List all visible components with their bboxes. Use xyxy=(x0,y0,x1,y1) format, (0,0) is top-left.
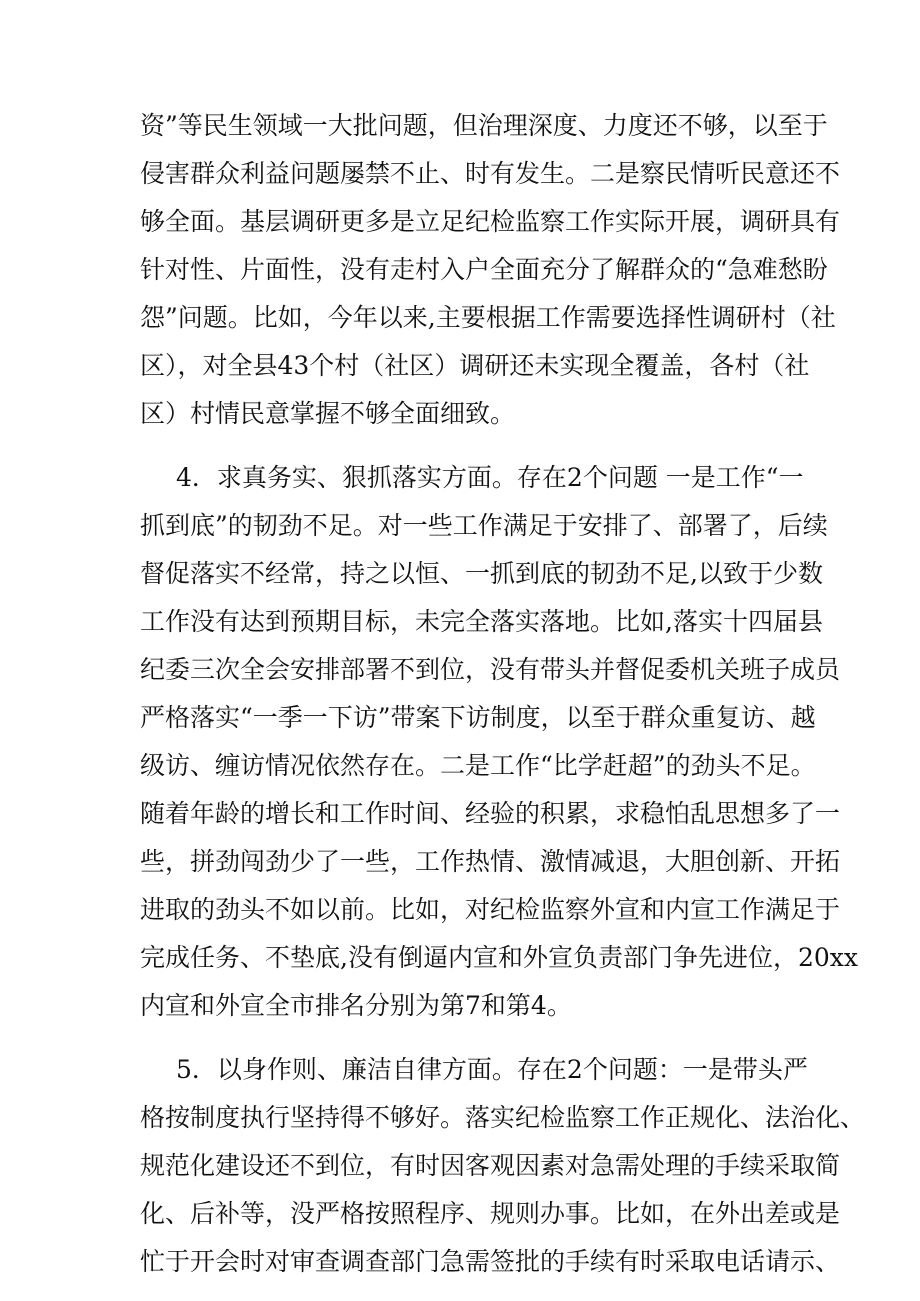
paragraph-gap xyxy=(140,1030,800,1046)
paragraph-line: 资”等民生领域一大批问题，但治理深度、力度还不够，以至于 xyxy=(140,111,828,140)
paragraph-first-line: 5．以身作则、廉洁自律方面。存在2个问题：一是带头严 xyxy=(176,1055,808,1084)
paragraph-line: 进取的劲头不如以前。比如，对纪检监察外宣和内宣工作满足于 xyxy=(140,895,841,924)
paragraph-line: 抓到底”的韧劲不足。对一些工作满足于安排了、部署了，后续 xyxy=(140,511,828,540)
paragraph-2 xyxy=(140,454,858,1030)
paragraph-line: 工作没有达到预期目标，未完全落实落地。比如,落实十四届县 xyxy=(140,607,823,636)
paragraph-1 xyxy=(140,102,841,438)
paragraph-line: 忙于开会时对审查调查部门急需签批的手续有时采取电话请示、 xyxy=(140,1247,841,1276)
paragraph-line: 内宣和外宣全市排名分别为第7和第4。 xyxy=(140,991,572,1020)
paragraph-line: 区）村情民意掌握不够全面细致。 xyxy=(140,399,516,428)
paragraph-line: 严格落实“一季一下访”带案下访制度，以至于群众重复访、越 xyxy=(140,703,816,732)
paragraph-line: 随着年龄的增长和工作时间、经验的积累，求稳怕乱思想多了一 xyxy=(140,799,841,828)
paragraph-line: 些，拼劲闯劲少了一些，工作热情、激情减退，大胆创新、开拓 xyxy=(140,847,841,876)
paragraph-line: 区），对全县43个村（社区）调研还未实现全覆盖，各村（社 xyxy=(140,351,810,380)
paragraph-line: 完成任务、不垫底,没有倒逼内宣和外宣负责部门争先进位，20xx xyxy=(140,943,858,972)
paragraph-line: 格按制度执行坚持得不够好。落实纪检监察工作正规化、法治化、 xyxy=(140,1103,866,1132)
paragraph-line: 够全面。基层调研更多是立足纪检监察工作实际开展，调研具有 xyxy=(140,207,841,236)
paragraph-line: 督促落实不经常，持之以恒、一抓到底的韧劲不足,以致于少数 xyxy=(140,559,823,588)
paragraph-line: 侵害群众利益问题屡禁不止、时有发生。二是察民情听民意还不 xyxy=(140,159,841,188)
paragraph-3 xyxy=(140,1046,866,1286)
paragraph-line: 纪委三次全会安排部署不到位，没有带头并督促委机关班子成员 xyxy=(140,655,841,684)
paragraph-first-line: 4．求真务实、狠抓落实方面。存在2个问题 一是工作“一 xyxy=(176,463,804,492)
paragraph-line: 规范化建设还不到位，有时因客观因素对急需处理的手续采取简 xyxy=(140,1151,841,1180)
paragraph-gap xyxy=(140,438,800,454)
document-body xyxy=(140,102,866,1286)
paragraph-line: 级访、缠访情况依然存在。二是工作“比学赶超”的劲头不足。 xyxy=(140,751,816,780)
paragraph-line: 针对性、片面性，没有走村入户全面充分了解群众的“急难愁盼 xyxy=(140,255,828,284)
paragraph-line: 怨”问题。比如，今年以来,主要根据工作需要选择性调研村（社 xyxy=(140,303,836,332)
paragraph-line: 化、后补等，没严格按照程序、规则办事。比如，在外出差或是 xyxy=(140,1199,841,1228)
